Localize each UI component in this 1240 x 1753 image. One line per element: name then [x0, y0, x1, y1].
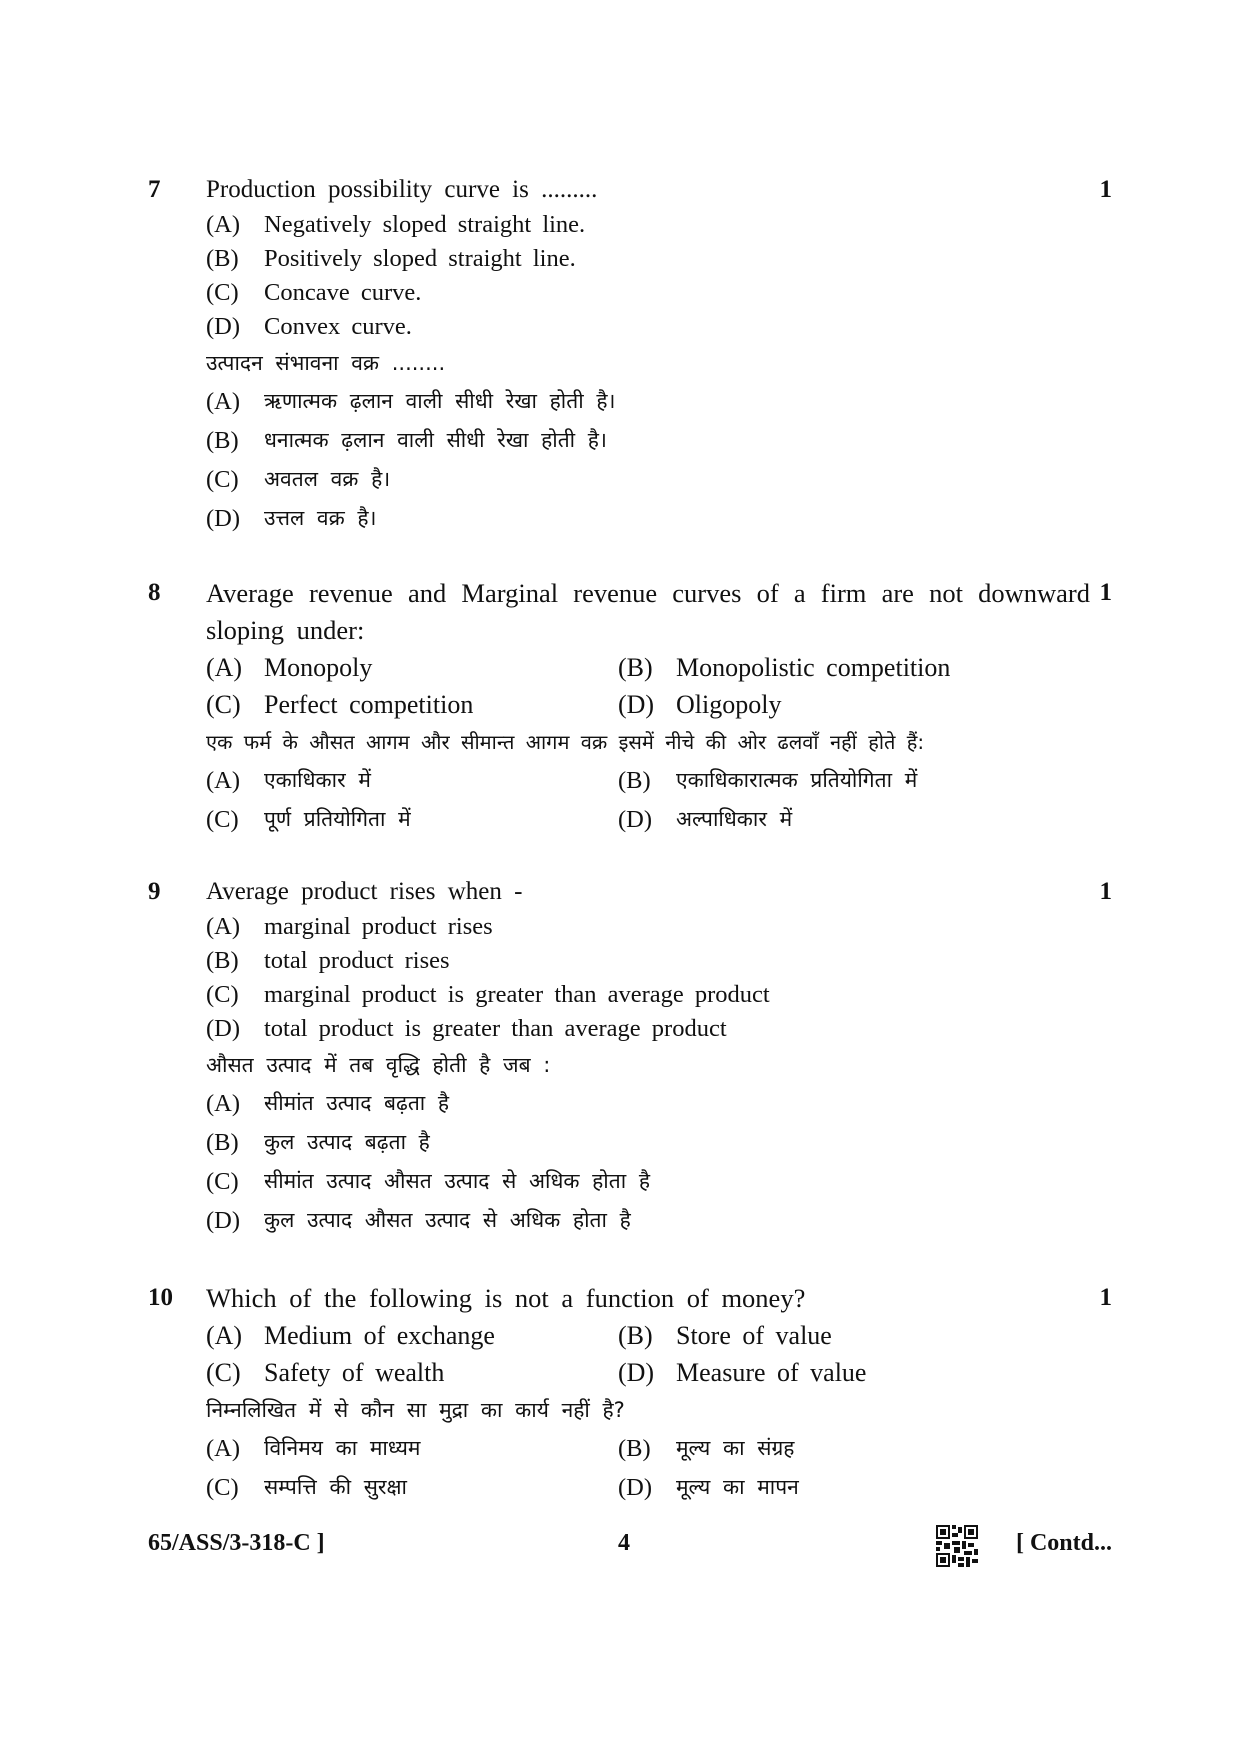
page-footer: [148, 1525, 1120, 1569]
option-text: एकाधिकारात्मक प्रतियोगिता में: [676, 768, 918, 792]
question-stem-en: Which of the following is not a function of money?: [206, 1283, 806, 1313]
option-label: (C): [206, 981, 239, 1008]
option-en-b: [618, 1317, 1090, 1354]
option-hi-b: [618, 761, 1090, 800]
option-en-a: [206, 910, 1090, 944]
option-label: (D): [206, 1015, 241, 1042]
option-hi-c: [206, 1162, 1090, 1201]
option-en-a: [206, 649, 618, 686]
option-label: (B): [618, 1321, 653, 1350]
option-label: (C): [206, 279, 239, 306]
option-text: Perfect competition: [264, 690, 474, 719]
option-label: (A): [206, 1090, 241, 1117]
option-label: (D): [206, 505, 241, 532]
question-marks: 1: [1099, 176, 1112, 203]
option-hi-a: [206, 1429, 618, 1468]
option-text: एकाधिकार में: [264, 768, 371, 792]
option-en-c: [206, 1354, 618, 1391]
option-en-b: [618, 649, 1090, 686]
question-marks: 1: [1099, 878, 1112, 905]
option-text: उत्तल वक्र है।: [264, 506, 377, 530]
option-hi-c: [206, 1468, 618, 1507]
option-en-d: [618, 686, 1090, 723]
question-number: 7: [148, 176, 161, 203]
option-text: Store of value: [676, 1321, 832, 1350]
question-7: [148, 172, 1120, 538]
option-hi-a: [206, 382, 1090, 421]
option-en-b: [206, 242, 1090, 276]
question-stem-hi: औसत उत्पाद में तब वृद्धि होती है जब :: [206, 1053, 551, 1077]
option-label: (D): [206, 1207, 241, 1234]
option-label: (C): [206, 1358, 241, 1387]
options-hi-grid: [206, 761, 1090, 839]
option-text: मूल्य का मापन: [676, 1475, 799, 1499]
option-label: (A): [206, 1321, 243, 1350]
option-text: Monopoly: [264, 653, 373, 682]
option-label: (D): [618, 1358, 655, 1387]
option-text: अवतल वक्र है।: [264, 467, 391, 491]
option-text: धनात्मक ढ़लान वाली सीधी रेखा होती है।: [264, 428, 607, 452]
option-label: (D): [618, 806, 653, 833]
option-label: (A): [206, 1435, 241, 1462]
options-en-grid: [206, 649, 1090, 723]
continued-label: [ Contd...: [1015, 1530, 1112, 1556]
option-text: कुल उत्पाद औसत उत्पाद से अधिक होता है: [264, 1208, 631, 1232]
option-label: (C): [206, 1168, 239, 1195]
option-label: (C): [206, 466, 239, 493]
option-label: (B): [618, 1435, 651, 1462]
option-text: total product rises: [264, 947, 450, 974]
option-text: marginal product rises: [264, 913, 493, 940]
option-label: (C): [206, 806, 239, 833]
option-en-d: [206, 1012, 1090, 1046]
option-hi-b: [206, 421, 1090, 460]
question-stem-en: Production possibility curve is .........: [206, 176, 598, 203]
option-text: total product is greater than average product: [264, 1015, 727, 1042]
option-label: (B): [206, 1129, 239, 1156]
option-text: marginal product is greater than average product: [264, 981, 770, 1008]
option-text: Negatively sloped straight line.: [264, 211, 586, 238]
option-text: पूर्ण प्रतियोगिता में: [264, 807, 411, 831]
option-label: (D): [618, 690, 655, 719]
option-text: Measure of value: [676, 1358, 867, 1387]
option-en-a: [206, 1317, 618, 1354]
option-text: सम्पत्ति की सुरक्षा: [264, 1475, 407, 1499]
option-en-c: [206, 276, 1090, 310]
option-label: (C): [206, 690, 241, 719]
question-number: 10: [148, 1284, 173, 1311]
option-label: (A): [206, 913, 241, 940]
option-label: (B): [206, 427, 239, 454]
option-text: Medium of exchange: [264, 1321, 495, 1350]
option-label: (D): [618, 1474, 653, 1501]
option-label: (A): [206, 211, 241, 238]
question-10: [148, 1280, 1120, 1507]
option-hi-c: [206, 460, 1090, 499]
option-text: सीमांत उत्पाद औसत उत्पाद से अधिक होता है: [264, 1169, 650, 1193]
option-text: सीमांत उत्पाद बढ़ता है: [264, 1091, 450, 1115]
option-label: (B): [206, 947, 239, 974]
option-text: विनिमय का माध्यम: [264, 1436, 421, 1460]
option-text: Positively sloped straight line.: [264, 245, 576, 272]
option-label: (C): [206, 1474, 239, 1501]
option-hi-d: [618, 800, 1090, 839]
option-en-d: [618, 1354, 1090, 1391]
option-text: कुल उत्पाद बढ़ता है: [264, 1130, 430, 1154]
option-label: (A): [206, 388, 241, 415]
option-hi-d: [618, 1468, 1090, 1507]
question-8: [148, 575, 1120, 839]
qr-code-icon: [936, 1525, 978, 1567]
option-hi-b: [206, 1123, 1090, 1162]
option-text: Oligopoly: [676, 690, 782, 719]
option-text: Monopolistic competition: [676, 653, 951, 682]
question-number: 9: [148, 878, 161, 905]
question-stem-en: Average revenue and Marginal revenue curves of a firm are not downward sloping under:: [206, 578, 1090, 645]
question-stem-hi: निम्नलिखित में से कौन सा मुद्रा का कार्य नहीं है?: [206, 1398, 625, 1422]
option-text: Safety of wealth: [264, 1358, 445, 1387]
option-text: ऋणात्मक ढ़लान वाली सीधी रेखा होती है।: [264, 389, 616, 413]
option-en-c: [206, 686, 618, 723]
paper-code: 65/ASS/3-318-C ]: [148, 1530, 325, 1556]
question-marks: 1: [1099, 1284, 1112, 1311]
option-text: अल्पाधिकार में: [676, 807, 793, 831]
option-label: (A): [206, 653, 243, 682]
question-stem-en: Average product rises when -: [206, 878, 523, 905]
option-hi-a: [206, 1084, 1090, 1123]
option-label: (B): [618, 653, 653, 682]
question-marks: 1: [1099, 579, 1112, 606]
option-label: (A): [206, 767, 241, 794]
options-en-grid: [206, 1317, 1090, 1391]
option-hi-c: [206, 800, 618, 839]
option-label: (B): [618, 767, 651, 794]
question-stem-hi: एक फर्म के औसत आगम और सीमान्त आगम वक्र इसमें नीचे की ओर ढलवाँ नहीं होते हैं:: [206, 730, 925, 754]
option-en-b: [206, 944, 1090, 978]
question-9: [148, 874, 1120, 1240]
page-number: 4: [618, 1530, 630, 1556]
option-hi-d: [206, 1201, 1090, 1240]
options-hi-grid: [206, 1429, 1090, 1507]
option-hi-a: [206, 761, 618, 800]
option-hi-d: [206, 499, 1090, 538]
question-number: 8: [148, 579, 161, 606]
option-en-a: [206, 208, 1090, 242]
option-en-d: [206, 310, 1090, 344]
option-hi-b: [618, 1429, 1090, 1468]
option-label: (D): [206, 313, 241, 340]
option-text: Convex curve.: [264, 313, 412, 340]
option-text: मूल्य का संग्रह: [676, 1436, 795, 1460]
option-en-c: [206, 978, 1090, 1012]
option-text: Concave curve.: [264, 279, 422, 306]
option-label: (B): [206, 245, 239, 272]
question-stem-hi: उत्पादन संभावना वक्र ........: [206, 351, 446, 375]
